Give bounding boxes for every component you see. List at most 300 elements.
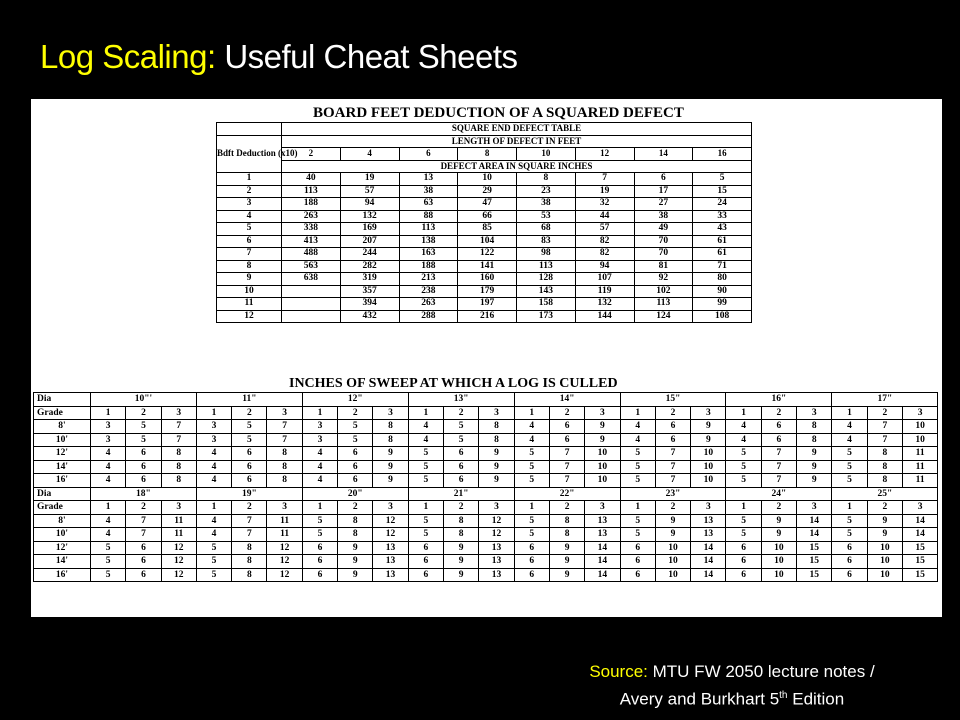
sweep-value: 8: [232, 555, 267, 569]
sweep-value: 5: [302, 514, 337, 528]
area-cell: 188: [399, 260, 458, 273]
sweep-value: 5: [620, 514, 655, 528]
sweep-value: 5: [196, 541, 231, 555]
sweep-value: 5: [832, 514, 867, 528]
sweep-value: 4: [408, 420, 443, 434]
sweep-value: 6: [514, 555, 549, 569]
area-cell: 8: [517, 173, 576, 186]
area-cell: 38: [634, 210, 693, 223]
diameter-header: 12": [302, 393, 408, 407]
length-col-header: 6: [399, 148, 458, 161]
sweep-value: 5: [620, 474, 655, 488]
sweep-value: 6: [726, 568, 761, 582]
sweep-value: 6: [408, 555, 443, 569]
sweep-value: 13: [691, 514, 726, 528]
area-cell: 94: [340, 198, 399, 211]
diameter-header: 22": [514, 487, 620, 501]
table-row: [217, 273, 752, 286]
sweep-value: 10: [691, 447, 726, 461]
area-cell: 68: [517, 223, 576, 236]
area-cell: 124: [634, 310, 693, 323]
sweep-value: 9: [444, 555, 479, 569]
sweep-value: 13: [479, 568, 514, 582]
sweep-value: 4: [726, 433, 761, 447]
sweep-table-title: INCHES OF SWEEP AT WHICH A LOG IS CULLED: [289, 376, 618, 391]
defect-deduction-table: [216, 122, 752, 323]
sweep-value: 4: [620, 433, 655, 447]
area-cell: 47: [458, 198, 517, 211]
area-cell: 61: [693, 248, 752, 261]
sweep-value: 4: [408, 433, 443, 447]
sweep-value: 5: [232, 420, 267, 434]
grade-header: 3: [691, 406, 726, 420]
grade-header: 2: [126, 406, 161, 420]
row-header-label: Bdft Deduction (x10): [217, 135, 282, 173]
sweep-row: [34, 433, 938, 447]
area-cell: 138: [399, 235, 458, 248]
area-cell: 88: [399, 210, 458, 223]
sweep-value: 12: [161, 568, 196, 582]
area-header: DEFECT AREA IN SQUARE INCHES: [282, 160, 752, 173]
table-subtitle: SQUARE END DEFECT TABLE: [282, 123, 752, 136]
empty-cell: [282, 310, 341, 323]
area-cell: 82: [575, 235, 634, 248]
sweep-value: 6: [549, 420, 584, 434]
sweep-value: 5: [726, 474, 761, 488]
sweep-value: 7: [655, 460, 690, 474]
source-sup: th: [779, 690, 788, 701]
area-cell: 40: [282, 173, 341, 186]
area-cell: 98: [517, 248, 576, 261]
sweep-value: 6: [408, 541, 443, 555]
sweep-value: 8: [549, 514, 584, 528]
sweep-value: 9: [797, 474, 832, 488]
table-row: [217, 310, 752, 323]
sweep-cull-table: [33, 392, 938, 582]
sweep-value: 5: [408, 474, 443, 488]
sweep-value: 4: [196, 528, 231, 542]
sweep-value: 8: [444, 528, 479, 542]
sweep-value: 8: [444, 514, 479, 528]
area-cell: 122: [458, 248, 517, 261]
sweep-value: 4: [832, 433, 867, 447]
sweep-value: 11: [903, 460, 938, 474]
sweep-value: 6: [761, 420, 796, 434]
sweep-value: 6: [232, 460, 267, 474]
log-length: 8': [34, 514, 91, 528]
length-col-header: 2: [282, 148, 341, 161]
area-cell: 57: [575, 223, 634, 236]
sweep-value: 12: [161, 541, 196, 555]
sweep-value: 9: [373, 474, 408, 488]
sweep-value: 6: [126, 447, 161, 461]
sweep-value: 6: [302, 568, 337, 582]
diameter-header: 19": [196, 487, 302, 501]
area-cell: 6: [634, 173, 693, 186]
sweep-value: 10: [903, 433, 938, 447]
sweep-value: 6: [444, 447, 479, 461]
sweep-value: 9: [797, 447, 832, 461]
sweep-value: 6: [302, 555, 337, 569]
sweep-row: [34, 447, 938, 461]
sweep-value: 5: [196, 555, 231, 569]
area-cell: 132: [575, 298, 634, 311]
grade-header: 1: [408, 406, 443, 420]
grade-header: 1: [832, 406, 867, 420]
sweep-value: 9: [867, 528, 902, 542]
table-row: [217, 173, 752, 186]
sweep-value: 10: [585, 447, 620, 461]
sweep-value: 5: [302, 528, 337, 542]
deduction-cell: 5: [217, 223, 282, 236]
sweep-value: 5: [91, 555, 126, 569]
sweep-value: 3: [302, 433, 337, 447]
sweep-value: 9: [338, 541, 373, 555]
sweep-value: 11: [161, 528, 196, 542]
sweep-value: 5: [620, 460, 655, 474]
sweep-value: 3: [196, 433, 231, 447]
sweep-row: [34, 541, 938, 555]
sweep-value: 3: [196, 420, 231, 434]
diameter-row: [34, 393, 938, 407]
sweep-value: 3: [302, 420, 337, 434]
table-header-row: [217, 135, 752, 148]
area-cell: 27: [634, 198, 693, 211]
grade-header: 1: [408, 501, 443, 515]
sweep-value: 5: [126, 433, 161, 447]
area-cell: 338: [282, 223, 341, 236]
sweep-value: 7: [126, 514, 161, 528]
diameter-header: 21": [408, 487, 514, 501]
area-cell: 53: [517, 210, 576, 223]
grade-header: 1: [91, 406, 126, 420]
grade-header: 2: [761, 501, 796, 515]
sweep-value: 7: [161, 420, 196, 434]
sweep-value: 7: [867, 420, 902, 434]
sweep-value: 15: [903, 568, 938, 582]
sweep-value: 13: [585, 528, 620, 542]
length-col-header: 16: [693, 148, 752, 161]
sweep-value: 10: [867, 555, 902, 569]
sweep-value: 8: [797, 420, 832, 434]
grade-header: 2: [126, 501, 161, 515]
sweep-row: [34, 528, 938, 542]
sweep-value: 14: [691, 555, 726, 569]
sweep-value: 6: [514, 568, 549, 582]
sweep-value: 4: [620, 420, 655, 434]
sweep-value: 5: [726, 447, 761, 461]
sweep-value: 4: [832, 420, 867, 434]
sweep-value: 11: [267, 528, 302, 542]
deduction-cell: 2: [217, 185, 282, 198]
sweep-value: 9: [479, 474, 514, 488]
sweep-value: 6: [126, 568, 161, 582]
grade-header: 1: [302, 406, 337, 420]
sweep-value: 5: [832, 474, 867, 488]
sweep-value: 5: [338, 433, 373, 447]
sweep-value: 8: [267, 474, 302, 488]
grade-header: 3: [161, 406, 196, 420]
table-row: [217, 185, 752, 198]
sweep-value: 9: [338, 555, 373, 569]
sweep-value: 5: [514, 447, 549, 461]
area-cell: 141: [458, 260, 517, 273]
diameter-header: 15": [620, 393, 726, 407]
table-row: [217, 260, 752, 273]
grade-header: 2: [867, 406, 902, 420]
sweep-value: 5: [832, 447, 867, 461]
area-cell: 19: [340, 173, 399, 186]
sweep-value: 6: [549, 433, 584, 447]
area-cell: 263: [399, 298, 458, 311]
sweep-value: 5: [726, 514, 761, 528]
sweep-row: [34, 420, 938, 434]
area-cell: 394: [340, 298, 399, 311]
sweep-value: 4: [91, 447, 126, 461]
grade-label: Grade: [34, 501, 91, 515]
grade-header: 2: [549, 501, 584, 515]
sweep-value: 14: [585, 555, 620, 569]
sweep-value: 10: [761, 541, 796, 555]
sweep-value: 8: [549, 528, 584, 542]
sweep-value: 6: [832, 555, 867, 569]
area-cell: 188: [282, 198, 341, 211]
deduction-cell: 11: [217, 298, 282, 311]
sweep-value: 4: [196, 460, 231, 474]
grade-header: 3: [479, 501, 514, 515]
sweep-value: 4: [726, 420, 761, 434]
sweep-value: 4: [91, 528, 126, 542]
sweep-row: [34, 474, 938, 488]
sweep-value: 9: [479, 447, 514, 461]
sweep-value: 6: [126, 474, 161, 488]
sweep-value: 4: [196, 514, 231, 528]
area-cell: 57: [340, 185, 399, 198]
sweep-value: 12: [479, 528, 514, 542]
area-cell: 23: [517, 185, 576, 198]
sweep-value: 8: [797, 433, 832, 447]
area-cell: 432: [340, 310, 399, 323]
sweep-value: 6: [338, 460, 373, 474]
sweep-value: 5: [91, 541, 126, 555]
sweep-value: 9: [691, 420, 726, 434]
sweep-value: 15: [797, 541, 832, 555]
sweep-value: 10: [761, 568, 796, 582]
sweep-value: 5: [514, 474, 549, 488]
cheat-sheet-image: [31, 99, 942, 617]
area-cell: 143: [517, 285, 576, 298]
grade-header: 2: [338, 501, 373, 515]
grade-header: 3: [691, 501, 726, 515]
area-cell: 163: [399, 248, 458, 261]
sweep-value: 12: [267, 555, 302, 569]
grade-header: 2: [444, 501, 479, 515]
area-cell: 319: [340, 273, 399, 286]
sweep-value: 10: [655, 568, 690, 582]
sweep-value: 4: [302, 460, 337, 474]
grade-row: [34, 406, 938, 420]
sweep-value: 7: [655, 447, 690, 461]
deduction-cell: 12: [217, 310, 282, 323]
diameter-header: 16": [726, 393, 832, 407]
area-cell: 282: [340, 260, 399, 273]
area-cell: 90: [693, 285, 752, 298]
area-cell: 113: [517, 260, 576, 273]
table-row: [217, 298, 752, 311]
sweep-value: 6: [126, 460, 161, 474]
grade-header: 3: [797, 501, 832, 515]
table-header-row: [217, 123, 752, 136]
sweep-value: 12: [373, 514, 408, 528]
sweep-value: 15: [797, 555, 832, 569]
sweep-value: 13: [373, 555, 408, 569]
sweep-value: 12: [161, 555, 196, 569]
sweep-value: 8: [161, 447, 196, 461]
log-length: 10': [34, 433, 91, 447]
title-rest: Useful Cheat Sheets: [224, 38, 518, 75]
source-line2: Avery and Burkhart 5: [619, 689, 780, 709]
area-cell: 113: [399, 223, 458, 236]
area-cell: 107: [575, 273, 634, 286]
table-row: [217, 223, 752, 236]
sweep-value: 5: [91, 568, 126, 582]
sweep-row: [34, 555, 938, 569]
log-length: 16': [34, 568, 91, 582]
length-col-header: 4: [340, 148, 399, 161]
deduction-cell: 3: [217, 198, 282, 211]
area-cell: 213: [399, 273, 458, 286]
area-cell: 563: [282, 260, 341, 273]
sweep-value: 4: [302, 474, 337, 488]
sweep-value: 13: [479, 541, 514, 555]
grade-header: 1: [726, 406, 761, 420]
area-cell: 160: [458, 273, 517, 286]
grade-header: 1: [196, 406, 231, 420]
log-length: 10': [34, 528, 91, 542]
sweep-value: 4: [91, 460, 126, 474]
sweep-value: 9: [549, 555, 584, 569]
sweep-value: 9: [373, 447, 408, 461]
area-cell: 102: [634, 285, 693, 298]
sweep-value: 15: [903, 555, 938, 569]
area-cell: 113: [282, 185, 341, 198]
sweep-value: 5: [832, 528, 867, 542]
sweep-value: 5: [832, 460, 867, 474]
sweep-row: [34, 460, 938, 474]
sweep-value: 6: [726, 541, 761, 555]
sweep-value: 9: [444, 541, 479, 555]
table-row: [217, 248, 752, 261]
grade-label: Grade: [34, 406, 91, 420]
area-cell: 169: [340, 223, 399, 236]
diameter-header: 20": [302, 487, 408, 501]
sweep-value: 10: [867, 541, 902, 555]
deduction-cell: 1: [217, 173, 282, 186]
area-cell: 144: [575, 310, 634, 323]
sweep-value: 5: [726, 528, 761, 542]
sweep-value: 7: [549, 447, 584, 461]
area-cell: 263: [282, 210, 341, 223]
sweep-value: 5: [408, 528, 443, 542]
grade-header: 3: [161, 501, 196, 515]
sweep-value: 8: [867, 460, 902, 474]
sweep-value: 11: [903, 474, 938, 488]
sweep-value: 7: [761, 460, 796, 474]
length-header: LENGTH OF DEFECT IN FEET: [282, 135, 752, 148]
sweep-value: 5: [444, 433, 479, 447]
sweep-value: 6: [655, 420, 690, 434]
sweep-value: 3: [91, 433, 126, 447]
area-cell: 413: [282, 235, 341, 248]
sweep-value: 9: [761, 528, 796, 542]
area-cell: 13: [399, 173, 458, 186]
sweep-row: [34, 514, 938, 528]
sweep-value: 5: [196, 568, 231, 582]
sweep-value: 7: [126, 528, 161, 542]
length-col-header: 12: [575, 148, 634, 161]
sweep-value: 6: [126, 541, 161, 555]
source-line1: MTU FW 2050 lecture notes /: [652, 662, 875, 681]
area-cell: 71: [693, 260, 752, 273]
sweep-value: 14: [797, 514, 832, 528]
area-cell: 38: [399, 185, 458, 198]
length-col-header: 14: [634, 148, 693, 161]
table-row: [217, 285, 752, 298]
sweep-value: 6: [302, 541, 337, 555]
area-cell: 29: [458, 185, 517, 198]
area-cell: 32: [575, 198, 634, 211]
area-cell: 108: [693, 310, 752, 323]
sweep-value: 11: [267, 514, 302, 528]
sweep-value: 5: [514, 514, 549, 528]
area-cell: 94: [575, 260, 634, 273]
sweep-value: 14: [585, 568, 620, 582]
sweep-value: 5: [620, 528, 655, 542]
area-cell: 24: [693, 198, 752, 211]
sweep-value: 8: [338, 514, 373, 528]
sweep-value: 10: [655, 541, 690, 555]
deduction-cell: 10: [217, 285, 282, 298]
sweep-value: 8: [161, 474, 196, 488]
deduction-cell: 6: [217, 235, 282, 248]
sweep-value: 7: [867, 433, 902, 447]
sweep-value: 9: [585, 420, 620, 434]
sweep-value: 5: [444, 420, 479, 434]
area-cell: 70: [634, 248, 693, 261]
source-citation: [522, 660, 942, 712]
sweep-value: 6: [408, 568, 443, 582]
sweep-value: 14: [903, 528, 938, 542]
area-cell: 119: [575, 285, 634, 298]
sweep-value: 7: [232, 528, 267, 542]
grade-header: 3: [797, 406, 832, 420]
diameter-header: 17": [832, 393, 938, 407]
sweep-value: 10: [655, 555, 690, 569]
area-cell: 43: [693, 223, 752, 236]
title-prefix: Log Scaling:: [40, 38, 216, 75]
sweep-value: 10: [691, 474, 726, 488]
sweep-value: 7: [267, 433, 302, 447]
deduction-cell: 8: [217, 260, 282, 273]
sweep-value: 8: [867, 447, 902, 461]
area-cell: 83: [517, 235, 576, 248]
grade-header: 2: [232, 501, 267, 515]
sweep-value: 6: [444, 460, 479, 474]
source-line2-end: Edition: [792, 689, 845, 709]
sweep-value: 8: [267, 460, 302, 474]
area-cell: 238: [399, 285, 458, 298]
area-cell: 128: [517, 273, 576, 286]
